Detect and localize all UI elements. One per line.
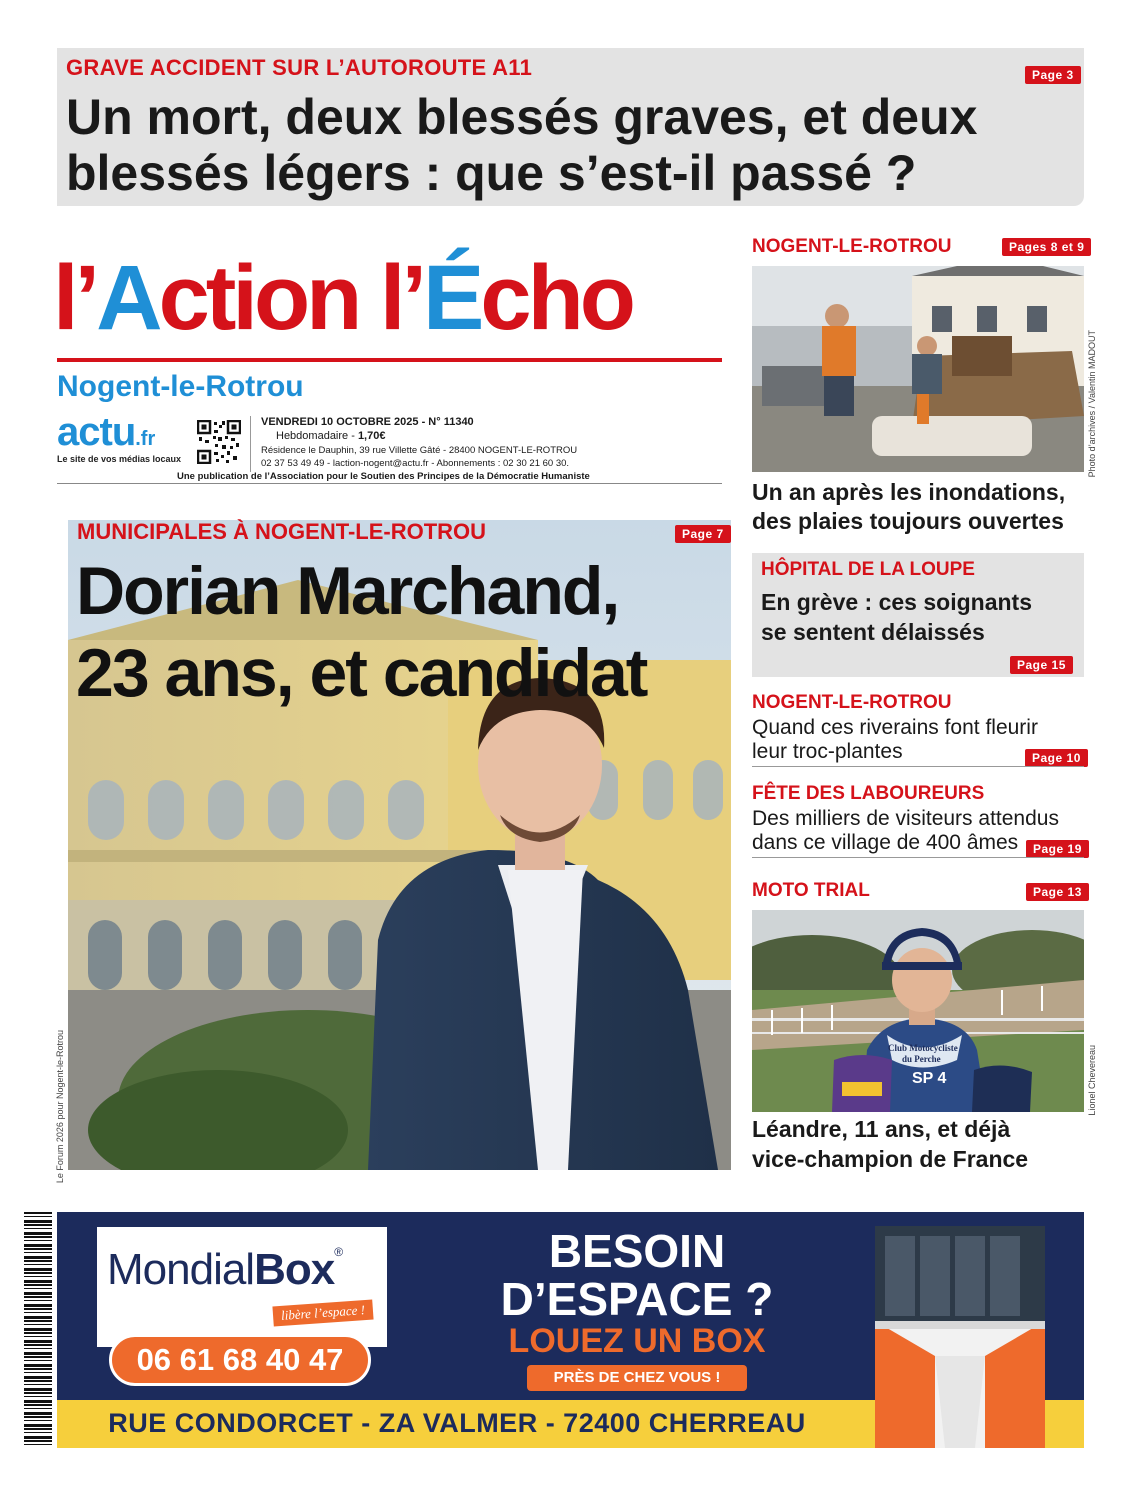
issue-price: 1,70€ bbox=[357, 430, 386, 442]
masthead bbox=[53, 247, 722, 492]
plants-headline-line1[interactable]: Quand ces riverains font fleurir bbox=[752, 716, 1038, 739]
ad-subtitle: LOUEZ UN BOX bbox=[508, 1322, 766, 1360]
festival-headline-line2[interactable]: dans ce village de 400 âmes bbox=[752, 831, 1019, 854]
qr-code-icon bbox=[197, 420, 241, 464]
actu-logo-word: actu bbox=[57, 410, 136, 454]
barcode bbox=[24, 1212, 52, 1448]
top-banner-headline-line2[interactable]: blessés légers : que s’est-il passé ? bbox=[66, 145, 917, 201]
moto-headline-line2[interactable]: vice-champion de France bbox=[752, 1146, 1029, 1172]
logo-part1: l’ bbox=[53, 247, 97, 349]
frequency-label: Hebdomadaire - bbox=[276, 430, 358, 442]
ad-phone[interactable]: 06 61 68 40 47 bbox=[136, 1342, 344, 1377]
moto-kicker: MOTO TRIAL bbox=[752, 880, 870, 901]
newspaper-logo[interactable] bbox=[53, 247, 632, 349]
moto-jersey-line2: du Perche bbox=[902, 1054, 941, 1064]
main-story-headline-line2[interactable]: 23 ans, et candidat bbox=[76, 635, 647, 711]
brand-light: Mondial bbox=[107, 1245, 255, 1294]
ad-title-line2: D’ESPACE ? bbox=[500, 1273, 774, 1325]
plants-headline-line2[interactable]: leur troc-plantes bbox=[752, 740, 903, 763]
plants-page-tag[interactable]: Page 10 bbox=[1025, 749, 1088, 767]
masthead-bottom-rule bbox=[57, 483, 722, 484]
advertisement[interactable] bbox=[57, 1212, 1084, 1448]
hospital-kicker: HÔPITAL DE LA LOUPE bbox=[761, 559, 975, 580]
main-story-photo-credit: Le Forum 2026 pour Nogent-le-Rotrou bbox=[55, 1030, 65, 1184]
moto-jersey-number: SP 4 bbox=[912, 1070, 947, 1087]
main-story-kicker: MUNICIPALES À NOGENT-LE-ROTROU bbox=[77, 519, 487, 544]
ad-phone-pill[interactable] bbox=[109, 1334, 371, 1386]
logo-part3: cho bbox=[480, 247, 632, 349]
actu-logo[interactable] bbox=[57, 412, 155, 452]
ad-pill: PRÈS DE CHEZ VOUS ! bbox=[527, 1365, 747, 1391]
flood-headline-line2[interactable]: des plaies toujours ouvertes bbox=[752, 508, 1064, 534]
top-banner-page-tag[interactable]: Page 3 bbox=[1025, 66, 1081, 84]
actu-logo-tld: .fr bbox=[135, 428, 156, 450]
main-story-page-tag[interactable]: Page 7 bbox=[675, 525, 731, 543]
top-banner[interactable] bbox=[57, 48, 1084, 206]
moto-photo-credit: Lionel Chevereau bbox=[1087, 1045, 1097, 1116]
logo-letter-e: É bbox=[423, 247, 481, 349]
logo-letter-a: A bbox=[96, 247, 159, 349]
masthead-rule bbox=[57, 358, 722, 362]
flood-headline-line1[interactable]: Un an après les inondations, bbox=[752, 479, 1066, 505]
hospital-box[interactable] bbox=[752, 553, 1084, 677]
moto-headline-line1[interactable]: Léandre, 11 ans, et déjà bbox=[752, 1116, 1011, 1142]
main-story-headline-line1[interactable]: Dorian Marchand, bbox=[76, 553, 619, 629]
plants-kicker: NOGENT-LE-ROTROU bbox=[752, 692, 952, 713]
publisher-line: Une publication de l’Association pour le Soutien des Principes de la Démocratie Humaniste bbox=[177, 471, 590, 482]
moto-page-tag[interactable]: Page 13 bbox=[1026, 883, 1089, 901]
ad-slogan: libère l’espace ! bbox=[272, 1300, 373, 1327]
plants-divider bbox=[752, 766, 1084, 767]
logo-part2: ction l’ bbox=[158, 247, 424, 349]
flood-photo[interactable] bbox=[752, 266, 1084, 472]
hospital-headline-line1[interactable]: En grève : ces soignants bbox=[761, 589, 1032, 615]
office-contacts: 02 37 53 49 49 - laction-nogent@actu.fr - Abonnements : 02 30 21 60 30. bbox=[261, 458, 570, 469]
festival-headline-line1[interactable]: Des milliers de visiteurs attendus bbox=[752, 807, 1059, 830]
ad-storage-photo bbox=[875, 1226, 1045, 1448]
festival-kicker: FÊTE DES LABOUREURS bbox=[752, 783, 985, 804]
ad-address: RUE CONDORCET - ZA VALMER - 72400 CHERREAU bbox=[108, 1408, 806, 1438]
ad-brand-logo bbox=[107, 1245, 342, 1295]
festival-divider bbox=[752, 857, 1084, 858]
actu-tagline: Le site de vos médias locaux bbox=[57, 454, 182, 464]
festival-page-tag[interactable]: Page 19 bbox=[1026, 840, 1089, 858]
issue-date: VENDREDI 10 OCTOBRE 2025 - N° 11340 bbox=[261, 416, 474, 428]
ad-title-line1: BESOIN bbox=[548, 1225, 726, 1277]
brand-bold: Box bbox=[254, 1245, 335, 1294]
issue-info-divider bbox=[250, 416, 251, 472]
moto-photo[interactable] bbox=[752, 910, 1084, 1112]
hospital-page-tag[interactable]: Page 15 bbox=[1010, 656, 1073, 674]
top-banner-kicker: GRAVE ACCIDENT SUR L’AUTOROUTE A11 bbox=[66, 55, 533, 80]
flood-page-tag[interactable]: Pages 8 et 9 bbox=[1002, 238, 1091, 256]
office-address: Résidence le Dauphin, 39 rue Villette Gâté - 28400 NOGENT-LE-ROTROU bbox=[261, 445, 578, 456]
brand-registered: ® bbox=[334, 1245, 343, 1259]
moto-jersey-line1: Club Motocycliste bbox=[888, 1043, 958, 1053]
hospital-headline-line2[interactable]: se sentent délaissés bbox=[761, 619, 985, 645]
ad-brand-box[interactable] bbox=[97, 1227, 387, 1347]
flood-photo-credit: Photo d’archives / Valentin MADOUT bbox=[1087, 330, 1097, 478]
flood-kicker: NOGENT-LE-ROTROU bbox=[752, 236, 952, 257]
issue-frequency bbox=[276, 430, 385, 442]
edition-name: Nogent-le-Rotrou bbox=[57, 370, 304, 403]
top-banner-headline-line1[interactable]: Un mort, deux blessés graves, et deux bbox=[66, 89, 978, 145]
